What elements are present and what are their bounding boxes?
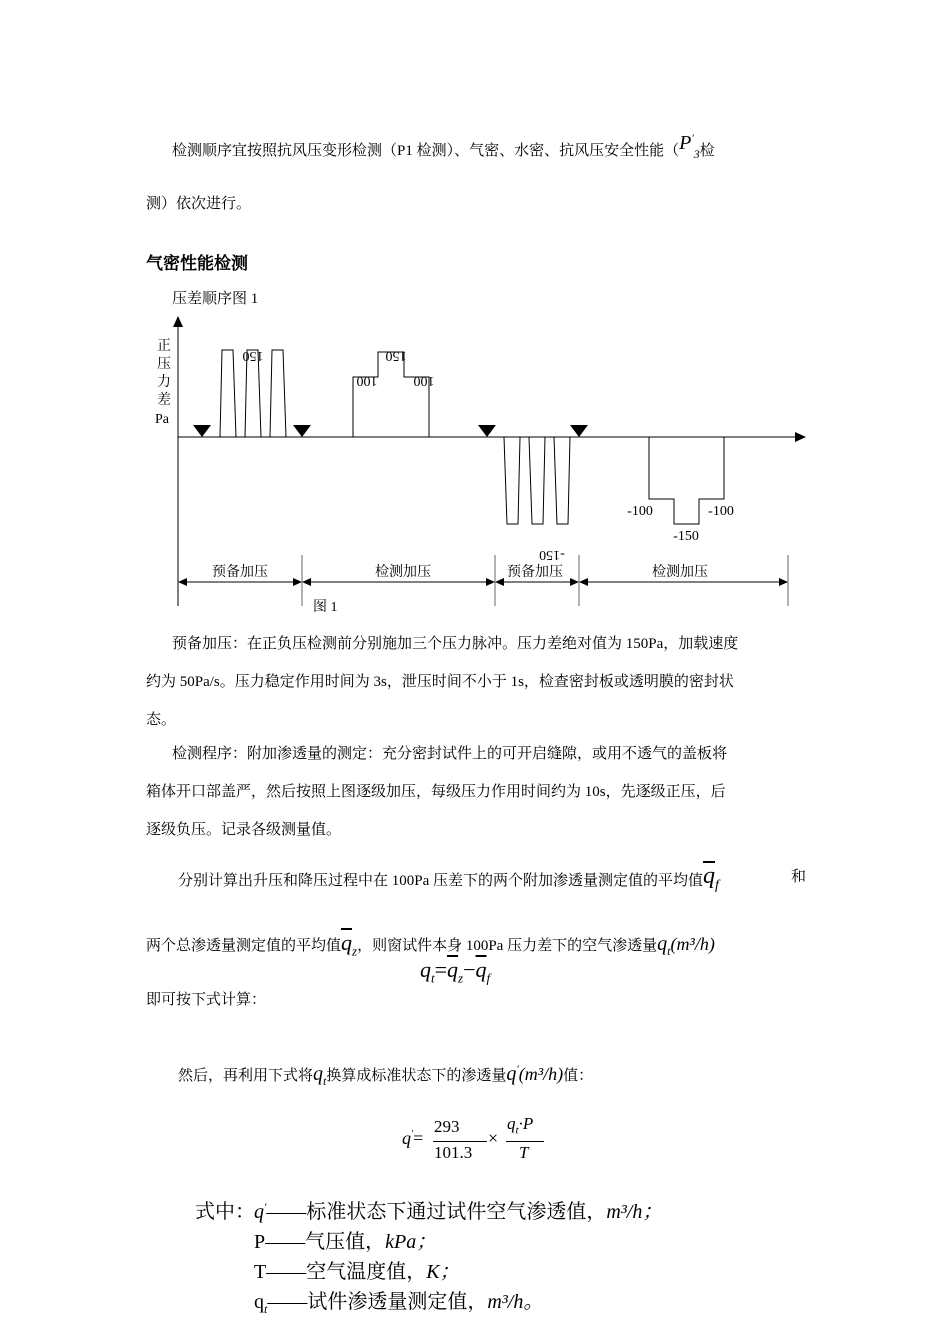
- x-axis-arrow-icon: [795, 432, 806, 442]
- formula-lhs: q'=: [402, 1128, 424, 1148]
- calc-line-1-end: 和: [791, 869, 807, 885]
- fraction-1-numerator: 293: [434, 1117, 460, 1136]
- y-label-2: 压: [157, 357, 171, 372]
- label-pre-150: 150: [242, 348, 264, 363]
- phase-label-2: 检测加压: [375, 565, 431, 580]
- qz-symbol: $\overline{q}_z$: [341, 930, 358, 959]
- y-label-3: 力: [157, 375, 171, 390]
- fraction-2-denominator: T: [519, 1143, 529, 1162]
- legend-item-p: P——气压值，kPa；: [254, 1231, 437, 1253]
- qt-symbol: $q_t$: [657, 933, 671, 958]
- prep-line-2: 约为 50Pa/s。压力稳定作用时间为 3s，泄压时间不小于 1s，检查密封板或透明膜的密封状: [146, 674, 734, 690]
- label-det-100-right: 100: [413, 373, 435, 388]
- neg-pulse-3: [554, 437, 570, 524]
- proc-line-1: 检测程序：附加渗透量的测定：充分密封试件上的可开启缝隙，或用不透气的盖板将: [172, 746, 728, 762]
- fraction-1-line: [433, 1141, 487, 1142]
- calc-line-3: 即可按下式计算：: [146, 992, 267, 1008]
- then-unit: (m³/h): [518, 1064, 564, 1084]
- pos-pulse-1: [220, 350, 236, 437]
- p3-symbol: $P'_3$: [679, 132, 700, 161]
- y-axis-arrow-icon: [173, 316, 183, 327]
- legend-item-qt: $q_t——$试件渗透量测定值，m³/h。: [254, 1291, 544, 1316]
- formula-qt: $q_t=\overline{q}_z-\overline{q}_f$: [420, 957, 491, 986]
- then-line: 然后，再利用下式将$q_t$换算成标准状态下的渗透量q'(m³/h)值：: [178, 1063, 594, 1088]
- calc-line-1: 分别计算出升压和降压过程中在 100Pa 压差下的两个附加渗透量测定值的平均值$\overline{q}_f$: [178, 863, 719, 893]
- label-neg-100-right: -100: [708, 504, 734, 519]
- phase-label-3: 预备加压: [507, 565, 563, 580]
- qf-symbol: $\overline{q}_f$: [703, 863, 719, 893]
- fraction-1-denominator: 101.3: [434, 1143, 473, 1162]
- label-neg-100-left: -100: [627, 504, 653, 519]
- intro-line-1: 检测顺序宜按照抗风压变形检测（P1 检测）、气密、水密、抗风压安全性能（$P'_3$检: [172, 132, 715, 161]
- neg-pulse-2: [529, 437, 545, 524]
- intro-line-2: 测）依次进行。: [146, 196, 252, 212]
- marker-1-icon: [193, 425, 211, 437]
- then-q-prime-symbol: q': [506, 1063, 519, 1085]
- legend-item-q-prime: q'——标准状态下通过试件空气渗透值，m³/h；: [254, 1201, 663, 1223]
- y-label-1: 正: [157, 339, 171, 354]
- neg-pulse-1: [504, 437, 520, 524]
- section-title: 气密性能检测: [146, 254, 248, 273]
- y-label-5: Pa: [155, 412, 169, 427]
- figure-caption: 图 1: [313, 600, 338, 615]
- figure-caption-top: 压差顺序图 1: [172, 291, 259, 307]
- legend-prefix: 式中：: [195, 1201, 255, 1223]
- pos-pulse-3: [270, 350, 286, 437]
- marker-4-icon: [570, 425, 588, 437]
- label-det-100-left: 100: [356, 373, 378, 388]
- proc-line-2: 箱体开口部盖严，然后按照上图逐级加压，每级压力作用时间约为 10s，先逐级正压，后: [146, 784, 726, 800]
- y-label-4: 差: [157, 393, 171, 408]
- phase-label-1: 预备加压: [212, 565, 268, 580]
- fraction-2-numerator: $q_t\cdot P$: [507, 1114, 534, 1137]
- pos-detection-steps: [353, 352, 429, 437]
- label-neg-150: -150: [539, 547, 565, 562]
- prep-line-1: 预备加压：在正负压检测前分别施加三个压力脉冲。压力差绝对值为 150Pa，加载速度: [172, 636, 739, 652]
- then-qt-symbol: $q_t$: [313, 1063, 327, 1088]
- legend-item-t: T——空气温度值，K；: [254, 1261, 460, 1283]
- fraction-2-line: [506, 1141, 544, 1142]
- qt-unit: (m³/h): [670, 934, 715, 954]
- formula-times: ×: [488, 1128, 499, 1148]
- label-det-150: 150: [385, 348, 407, 363]
- phase-label-4: 检测加压: [652, 565, 708, 580]
- prep-line-3: 态。: [146, 712, 177, 728]
- proc-line-3: 逐级负压。记录各级测量值。: [146, 822, 342, 838]
- pressure-sequence-figure: [0, 0, 950, 640]
- calc-line-2: 两个总渗透量测定值的平均值$\overline{q}_z$，则窗试件本身 100Pa 压力差下的空气渗透量$q_t(m^3/h)$: [146, 930, 715, 959]
- intro-text-pre: 检测顺序宜按照抗风压变形检测（P1 检测）、气密、水密、抗风压安全性能（: [172, 143, 680, 159]
- marker-3-icon: [478, 425, 496, 437]
- label-neg-150-bottom: -150: [673, 529, 699, 544]
- marker-2-icon: [293, 425, 311, 437]
